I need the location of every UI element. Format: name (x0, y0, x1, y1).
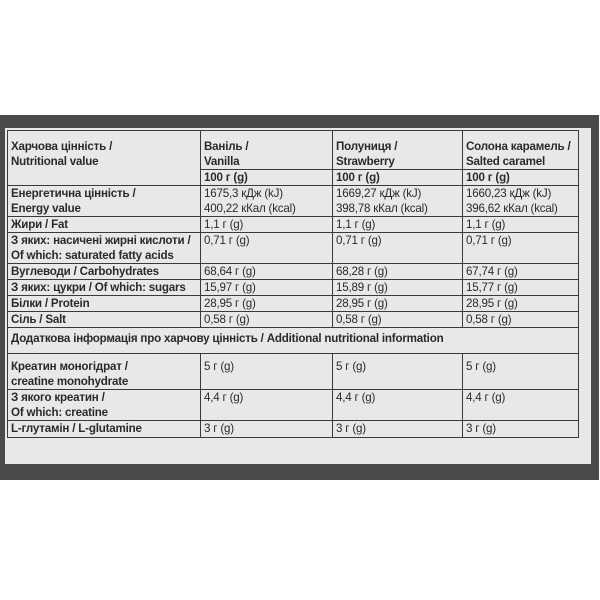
glutamine-strawberry: 3 г (g) (333, 421, 463, 438)
energy-strawberry-kj: 1669,27 кДж (kJ) (336, 187, 422, 200)
energy-caramel-kcal: 396,62 кКал (kcal) (466, 202, 558, 215)
sugars-row (8, 280, 579, 296)
nutrition-table (7, 130, 579, 438)
flavor-caramel (463, 131, 579, 170)
protein-vanilla: 28,95 г (g) (201, 296, 333, 312)
flavor-caramel-ua: Солона карамель / (466, 140, 571, 153)
carbs-caramel: 67,74 г (g) (463, 264, 579, 280)
glutamine-row (8, 421, 579, 438)
energy-row (8, 186, 579, 217)
creatine-mono-strawberry: 5 г (g) (333, 354, 463, 390)
protein-caramel: 28,95 г (g) (463, 296, 579, 312)
flavor-vanilla (201, 131, 333, 170)
energy-caramel-kj: 1660,23 кДж (kJ) (466, 187, 552, 200)
creatine-mono-vanilla: 5 г (g) (201, 354, 333, 390)
saturated-label (8, 233, 201, 264)
fat-row (8, 217, 579, 233)
salt-vanilla: 0,58 г (g) (201, 312, 333, 328)
creatine-vanilla: 4,4 г (g) (201, 390, 333, 421)
protein-row (8, 296, 579, 312)
header-label-ua: Харчова цінність / (11, 140, 113, 153)
creatine-mono-label-ua: Креатин моногідрат / (11, 360, 128, 373)
protein-strawberry: 28,95 г (g) (333, 296, 463, 312)
header-label-cell (8, 131, 201, 186)
additional-title: Додаткова інформація про харчову цінність / Additional nutritional information (8, 328, 579, 354)
creatine-mono-label-en: creatine monohydrate (11, 375, 129, 388)
fat-vanilla: 1,1 г (g) (201, 217, 333, 233)
fat-strawberry: 1,1 г (g) (333, 217, 463, 233)
saturated-strawberry: 0,71 г (g) (333, 233, 463, 264)
energy-vanilla-kcal: 400,22 кКал (kcal) (204, 202, 296, 215)
sugars-vanilla: 15,97 г (g) (201, 280, 333, 296)
sugars-strawberry: 15,89 г (g) (333, 280, 463, 296)
energy-label-ua: Енергетична цінність / (11, 187, 136, 200)
flavor-vanilla-en: Vanilla (204, 155, 240, 168)
per-vanilla: 100 г (g) (201, 170, 333, 186)
energy-strawberry-kcal: 398,78 кКал (kcal) (336, 202, 428, 215)
saturated-label-en: Of which: saturated fatty acids (11, 249, 174, 262)
carbs-strawberry: 68,28 г (g) (333, 264, 463, 280)
per-caramel: 100 г (g) (463, 170, 579, 186)
energy-strawberry (333, 186, 463, 217)
flavor-vanilla-ua: Ваніль / (204, 140, 249, 153)
header-label-en: Nutritional value (11, 155, 99, 168)
saturated-label-ua: З яких: насичені жирні кислоти / (11, 234, 191, 247)
saturated-caramel: 0,71 г (g) (463, 233, 579, 264)
flavor-strawberry-en: Strawberry (336, 155, 395, 168)
energy-caramel (463, 186, 579, 217)
glutamine-vanilla: 3 г (g) (201, 421, 333, 438)
salt-row (8, 312, 579, 328)
header-row (8, 131, 579, 170)
salt-caramel: 0,58 г (g) (463, 312, 579, 328)
salt-strawberry: 0,58 г (g) (333, 312, 463, 328)
carbs-vanilla: 68,64 г (g) (201, 264, 333, 280)
flavor-caramel-en: Salted caramel (466, 155, 546, 168)
creatine-row (8, 390, 579, 421)
creatine-label-en: Of which: creatine (11, 406, 108, 419)
energy-label (8, 186, 201, 217)
fat-caramel: 1,1 г (g) (463, 217, 579, 233)
additional-header-row (8, 328, 579, 354)
energy-vanilla (201, 186, 333, 217)
salt-label: Сіль / Salt (8, 312, 201, 328)
creatine-strawberry: 4,4 г (g) (333, 390, 463, 421)
creatine-mono-caramel: 5 г (g) (463, 354, 579, 390)
creatine-mono-label (8, 354, 201, 390)
creatine-label-ua: З якого креатин / (11, 391, 105, 404)
fat-label: Жири / Fat (8, 217, 201, 233)
creatine-label (8, 390, 201, 421)
protein-label: Білки / Protein (8, 296, 201, 312)
energy-vanilla-kj: 1675,3 кДж (kJ) (204, 187, 283, 200)
glutamine-caramel: 3 г (g) (463, 421, 579, 438)
per-strawberry: 100 г (g) (333, 170, 463, 186)
glutamine-label: L-глутамін / L-glutamine (8, 421, 201, 438)
sugars-caramel: 15,77 г (g) (463, 280, 579, 296)
flavor-strawberry (333, 131, 463, 170)
creatine-caramel: 4,4 г (g) (463, 390, 579, 421)
flavor-strawberry-ua: Полуниця / (336, 140, 398, 153)
saturated-vanilla: 0,71 г (g) (201, 233, 333, 264)
creatine-mono-row (8, 354, 579, 390)
energy-label-en: Energy value (11, 202, 81, 215)
carbs-row (8, 264, 579, 280)
sugars-label: З яких: цукри / Of which: sugars (8, 280, 201, 296)
saturated-row (8, 233, 579, 264)
carbs-label: Вуглеводи / Carbohydrates (8, 264, 201, 280)
